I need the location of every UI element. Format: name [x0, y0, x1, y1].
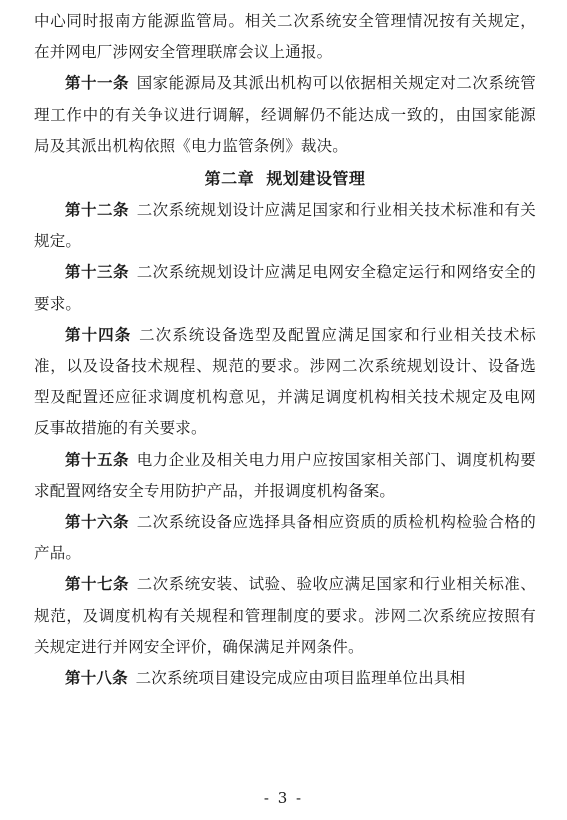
- article-13: [34, 257, 536, 319]
- article-text: 国家能源局及其派出机构可以依据相关规定对二次系统管理工作中的有关争议进行调解，经调解仍不能达成一致的，由国家能源局及其派出机构依照《电力监管条例》裁决。: [34, 74, 536, 155]
- article-text: 二次系统项目建设完成应由项目监理单位出具相: [135, 669, 466, 688]
- article-17: [34, 569, 536, 663]
- article-text: 二次系统规划设计应满足国家和行业相关技术标准和有关规定。: [34, 201, 536, 251]
- article-text: 二次系统安装、试验、验收应满足国家和行业相关标准、规范，及调度机构有关规程和管理制度的要求。涉网二次系统应按照有关规定进行并网安全评价，确保满足并网条件。: [34, 575, 536, 656]
- article-number: 第十一条: [65, 74, 129, 93]
- continuation-paragraph: 中心同时报南方能源监管局。相关二次系统安全管理情况按有关规定，在并网电厂涉网安全管理联席会议上通报。: [34, 12, 536, 62]
- article-number: 第十六条: [65, 513, 129, 532]
- article-number: 第十四条: [65, 325, 132, 344]
- article-number: 第十七条: [65, 575, 129, 594]
- article-14: [34, 320, 536, 445]
- page-number: - 3 -: [263, 789, 304, 807]
- article-12: [34, 195, 536, 257]
- article-text: 电力企业及相关电力用户应按国家相关部门、调度机构要求配置网络安全专用防护产品，并报调度机构备案。: [34, 450, 536, 500]
- article-15: [34, 445, 536, 507]
- article-number: 第十二条: [65, 201, 129, 220]
- article-text: 二次系统规划设计应满足电网安全稳定运行和网络安全的要求。: [34, 263, 536, 313]
- chapter-title: 第二章 规划建设管理: [204, 169, 366, 189]
- article-number: 第十八条: [65, 669, 128, 688]
- article-number: 第十五条: [65, 450, 129, 469]
- article-text: 二次系统设备应选择具备相应资质的质检机构检验合格的产品。: [34, 513, 536, 563]
- article-text: 二次系统设备选型及配置应满足国家和行业相关技术标准，以及设备技术规程、规范的要求。涉网二次系统规划设计、设备选型及配置还应征求调度机构意见，并满足调度机构相关技术规定及电网反事故措施的有关要求。: [34, 325, 536, 438]
- document-body: [34, 6, 536, 694]
- article-number: 第十三条: [65, 263, 129, 282]
- article-16: [34, 507, 536, 569]
- article-18: [34, 663, 536, 694]
- article-11: [34, 68, 536, 162]
